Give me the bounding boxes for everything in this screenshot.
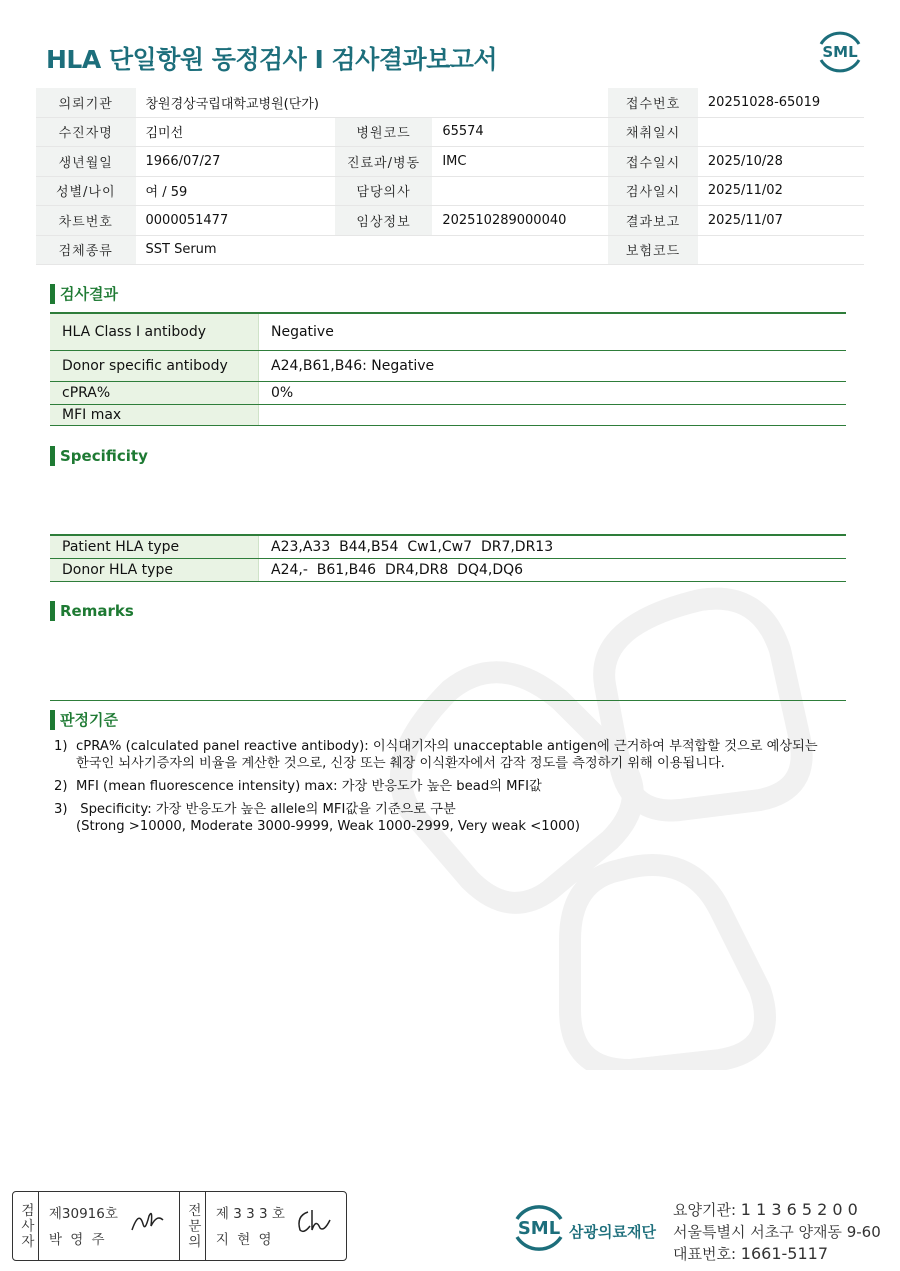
result-value: Negative	[271, 324, 334, 340]
result-key: MFI max	[50, 405, 259, 425]
list-item	[54, 778, 854, 795]
hla-value: A24,- B61,B46 DR4,DR8 DQ4,DQ6	[271, 562, 524, 578]
info-label: 채취일시	[608, 118, 698, 147]
info-label: 접수일시	[608, 147, 698, 176]
logo-text: SML	[822, 43, 858, 61]
info-value	[698, 236, 864, 265]
info-label: 차트번호	[36, 206, 136, 235]
criteria-heading: 판정기준	[50, 710, 118, 730]
list-item	[54, 801, 854, 835]
organization-name: 삼광의료재단	[569, 1223, 656, 1241]
info-row	[36, 118, 864, 148]
info-value: 1966/07/27	[145, 153, 221, 169]
specialist-cell	[206, 1192, 346, 1260]
info-label: 결과보고	[608, 206, 698, 235]
patient-info-table	[36, 88, 864, 265]
phone-value: 1661-5117	[740, 1244, 829, 1263]
item-number: 3)	[54, 802, 68, 817]
specialist-signature-icon	[294, 1206, 334, 1236]
result-value: A24,B61,B46: Negative	[271, 358, 435, 374]
info-label: 접수번호	[608, 88, 698, 117]
specialist-license: 제 3 3 3 호	[215, 1206, 285, 1222]
info-empty	[335, 236, 433, 265]
footer-logo-text: SML	[517, 1218, 561, 1239]
institution-code	[673, 1199, 881, 1221]
item-number: 1)	[54, 739, 68, 754]
info-label: 진료과/병동	[335, 147, 433, 176]
info-row	[36, 206, 864, 236]
hla-type-table	[50, 534, 846, 582]
info-value	[698, 118, 864, 147]
report-title: HLA 단일항원 동정검사 I 검사결과보고서	[46, 45, 498, 74]
info-value: IMC	[442, 153, 467, 169]
tester-cell	[39, 1192, 180, 1260]
info-label: 검사일시	[608, 177, 698, 206]
info-label: 검체종류	[36, 236, 136, 265]
result-key: HLA Class I antibody	[50, 314, 259, 350]
result-value: 0%	[271, 385, 294, 401]
item-text: cPRA% (calculated panel reactive antibody): 이식대기자의 unacceptable antigen에 근거하여 부적합할 것으로 예상되는	[76, 739, 818, 754]
hla-key: Donor HLA type	[50, 559, 259, 581]
specialist-name: 지 현 영	[215, 1232, 274, 1248]
remarks-heading: Remarks	[50, 601, 134, 621]
info-value: SST Serum	[145, 242, 217, 258]
table-row	[50, 536, 846, 559]
info-label: 생년월일	[36, 147, 136, 176]
info-value: 2025/11/02	[707, 183, 783, 199]
info-empty	[335, 88, 433, 117]
info-row	[36, 88, 864, 118]
info-value: 202510289000040	[442, 212, 567, 228]
phone-label: 대표번호:	[673, 1245, 741, 1263]
tester-name: 박 영 주	[48, 1232, 107, 1248]
info-label: 병원코드	[335, 118, 433, 147]
info-value: 창원경상국립대학교병원(단가)	[145, 96, 319, 112]
result-value	[259, 405, 271, 425]
item-number: 2)	[54, 779, 68, 794]
phone	[673, 1243, 881, 1265]
specialist-label	[180, 1192, 206, 1260]
tester-label-text: 검사자	[17, 1202, 34, 1250]
item-text: Specificity: 가장 반응도가 높은 allele의 MFI값을 기준으로 구분	[76, 802, 456, 817]
item-text: (Strong >10000, Moderate 3000-9999, Weak 1000-2999, Very weak <1000)	[76, 819, 581, 834]
result-key: Donor specific antibody	[50, 351, 259, 381]
address: 서울특별시 서초구 양재동 9-60	[673, 1223, 881, 1241]
info-value	[432, 88, 608, 117]
info-row	[36, 147, 864, 177]
results-heading: 검사결과	[50, 284, 118, 304]
tester-label	[13, 1192, 39, 1260]
info-value: 김미선	[145, 126, 184, 142]
info-label: 성별/나이	[36, 177, 136, 206]
info-label: 보험코드	[608, 236, 698, 265]
list-item	[54, 738, 854, 772]
info-label: 수진자명	[36, 118, 136, 147]
sml-footer-logo-icon	[510, 1200, 568, 1256]
results-table	[50, 312, 846, 426]
hla-value: A23,A33 B44,B54 Cw1,Cw7 DR7,DR13	[271, 539, 554, 555]
table-row	[50, 382, 846, 405]
code-label: 요양기관:	[673, 1201, 741, 1219]
specialist-label-text: 전문의	[184, 1202, 201, 1250]
divider	[50, 700, 846, 701]
table-row	[50, 559, 846, 582]
footer-contact	[673, 1199, 881, 1265]
info-label: 담당의사	[335, 177, 433, 206]
table-row	[50, 405, 846, 426]
info-row	[36, 236, 864, 266]
info-label: 임상정보	[335, 206, 433, 235]
info-value: 2025/10/28	[707, 153, 783, 169]
result-key: cPRA%	[50, 382, 259, 404]
hla-key: Patient HLA type	[50, 536, 259, 558]
code-value: 1 1 3 6 5 2 0 0	[740, 1200, 858, 1219]
info-value: 65574	[442, 124, 484, 140]
info-value	[432, 236, 608, 265]
tester-signature-icon	[129, 1206, 167, 1236]
table-row	[50, 351, 846, 382]
item-text: MFI (mean fluorescence intensity) max: 가장 반응도가 높은 bead의 MFI값	[76, 779, 542, 794]
info-value: 20251028-65019	[707, 94, 821, 110]
info-value	[432, 177, 608, 206]
criteria-list	[54, 738, 854, 841]
signature-box	[12, 1191, 347, 1261]
table-row	[50, 314, 846, 351]
info-row	[36, 177, 864, 207]
tester-license: 제30916호	[48, 1206, 118, 1222]
specificity-heading: Specificity	[50, 446, 148, 466]
info-value: 0000051477	[145, 212, 229, 228]
item-text: 한국인 뇌사기증자의 비율을 계산한 것으로, 신장 또는 췌장 이식환자에서 감작 정도를 측정하기 위해 이용됩니다.	[76, 756, 725, 771]
info-value: 여 / 59	[145, 185, 188, 201]
info-label: 의뢰기관	[36, 88, 136, 117]
sml-logo-icon	[815, 28, 865, 76]
info-value: 2025/11/07	[707, 212, 783, 228]
